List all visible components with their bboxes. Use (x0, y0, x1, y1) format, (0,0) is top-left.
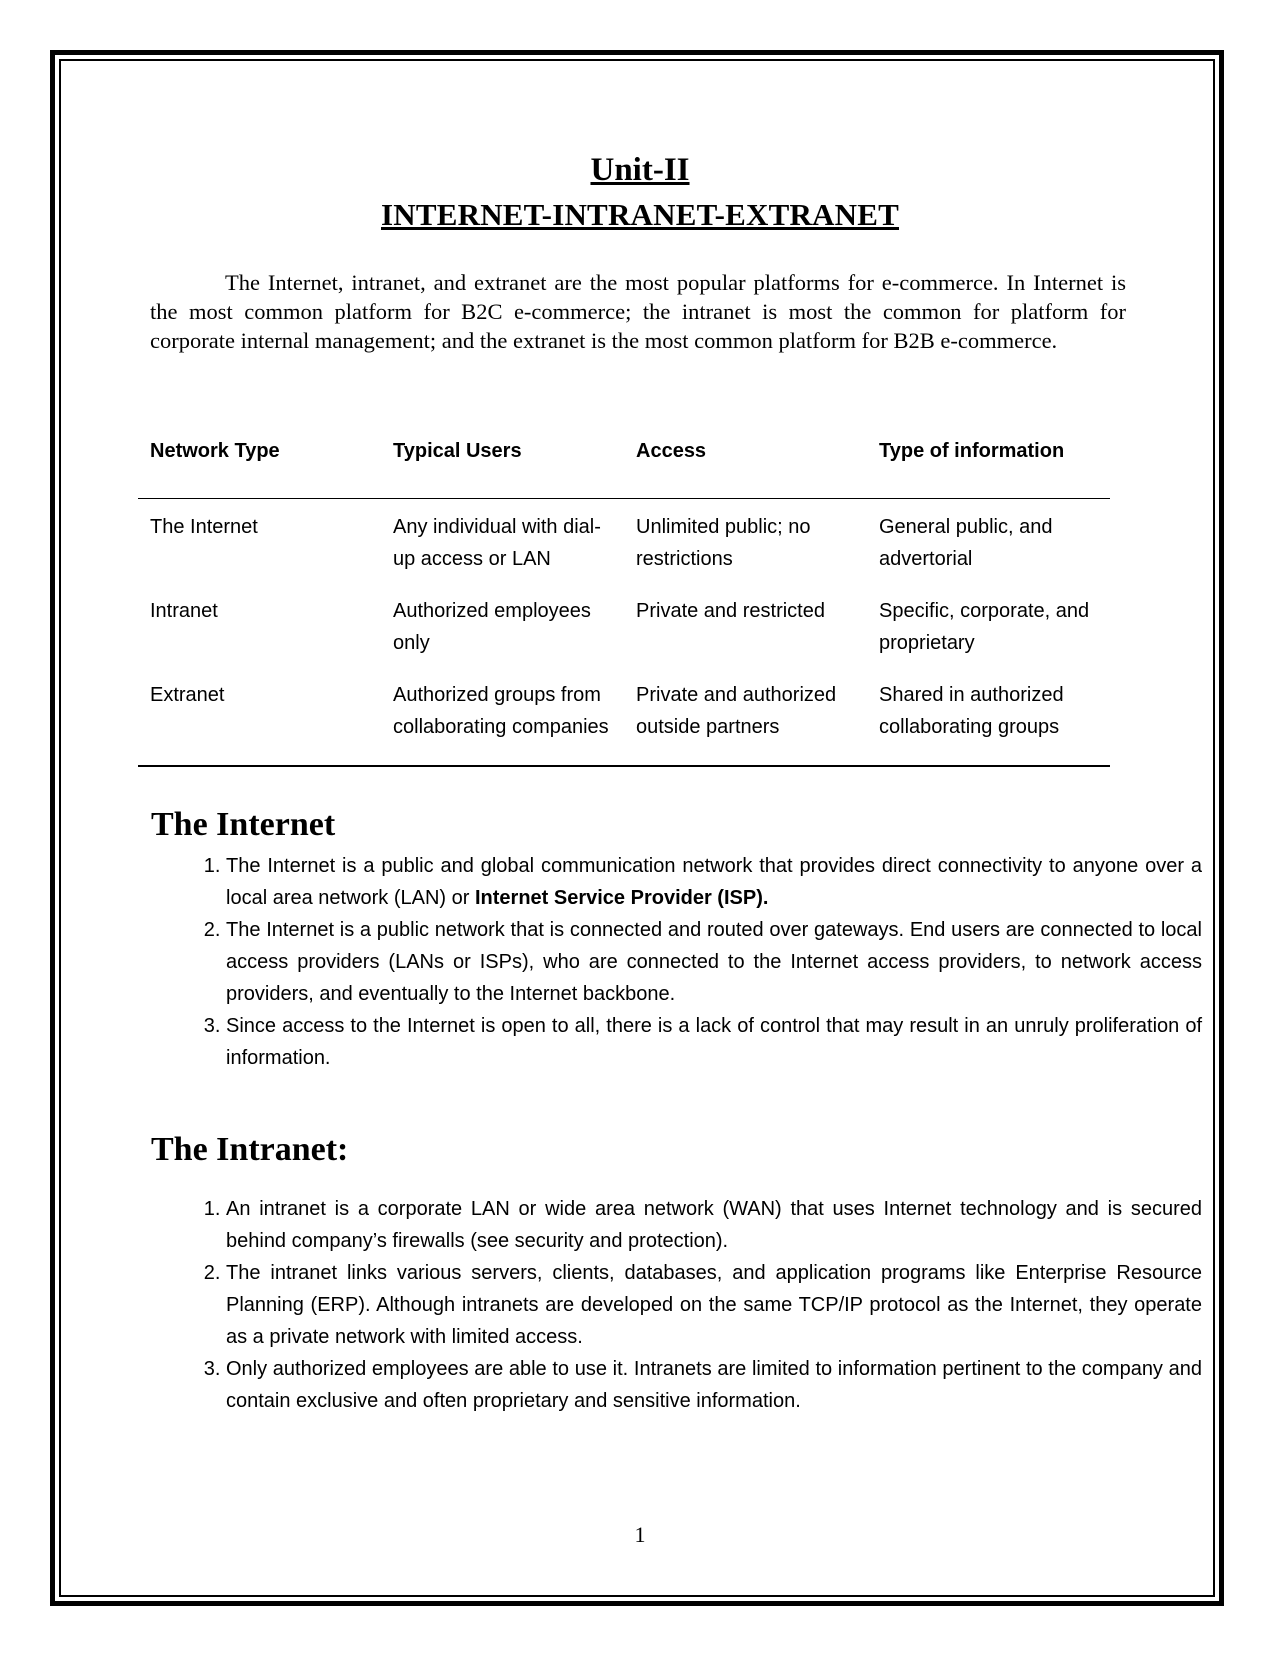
table-cell: Any individual with dial-up access or LAN (393, 516, 601, 570)
section-heading-intranet: The Intranet: (151, 1131, 349, 1168)
column-header-network-type: Network Type (138, 432, 381, 499)
list-item-text: The Internet is a public and global communication network that provides direct connectivity to anyone over a local area network (LAN) or (226, 855, 1202, 909)
table-row (138, 499, 1110, 596)
list-item: 1. An intranet is a corporate LAN or wide area network (WAN) that uses Internet technology and is secured behind company’s firewalls (see security and protection). (226, 1193, 1202, 1257)
table-cell: Private and restricted (636, 600, 825, 622)
table-cell: Extranet (138, 679, 381, 766)
list-item-bold-text: Internet Service Provider (ISP). (474, 887, 769, 909)
internet-list (150, 850, 1202, 1074)
column-header-typical-users: Typical Users (381, 432, 624, 499)
column-header-access: Access (624, 432, 867, 499)
document-title: INTERNET-INTRANET-EXTRANET (381, 197, 899, 232)
table-cell: Authorized employees only (393, 600, 591, 654)
section-heading-internet: The Internet (151, 806, 336, 843)
table-cell: Unlimited public; no restrictions (636, 516, 811, 570)
list-item: 3. Only authorized employees are able to use it. Intranets are limited to information pertinent to the company and contain exclusive and often proprietary and sensitive information. (226, 1353, 1202, 1417)
table-row (138, 595, 1110, 679)
table-cell: Intranet (150, 600, 218, 622)
unit-title: Unit-II (590, 152, 690, 188)
table-cell: Authorized groups from collaborating companies (381, 679, 624, 766)
table-cell: Private and authorized outside partners (624, 679, 867, 766)
page-number: 1 (634, 1522, 646, 1547)
list-item (226, 850, 1202, 914)
list-item: 2. The Internet is a public network that is connected and routed over gateways. End users are connected to local access providers (LANs or ISPs), who are connected to the Internet access providers, to network access providers, and eventually to the Internet backbone. (226, 914, 1202, 1010)
table-row (138, 679, 1110, 766)
list-item: 3. Since access to the Internet is open to all, there is a lack of control that may result in an unruly proliferation of information. (226, 1010, 1202, 1074)
table-cell: Shared in authorized collaborating groups (867, 679, 1110, 766)
table-cell: General public, and advertorial (879, 516, 1053, 570)
table-cell: Specific, corporate, and proprietary (879, 600, 1090, 654)
list-item: 2. The intranet links various servers, clients, databases, and application programs like Enterprise Resource Planning (ERP). Although intranets are developed on the same TCP/IP protocol as the Internet, they operate as a private network with limited access. (226, 1257, 1202, 1353)
table-header-row (138, 432, 1110, 499)
intranet-list (150, 1193, 1202, 1417)
network-comparison-table (138, 432, 1110, 767)
table-cell: The Internet (150, 516, 258, 538)
intro-paragraph: The Internet, intranet, and extranet are the most popular platforms for e-commerce. In Internet is the most common platform for B2C e-commerce; the intranet is most the common for platform for corporate internal management; and the extranet is the most common platform for B2B e-commerce. (150, 270, 1126, 353)
column-header-type-of-information: Type of information (867, 432, 1110, 499)
